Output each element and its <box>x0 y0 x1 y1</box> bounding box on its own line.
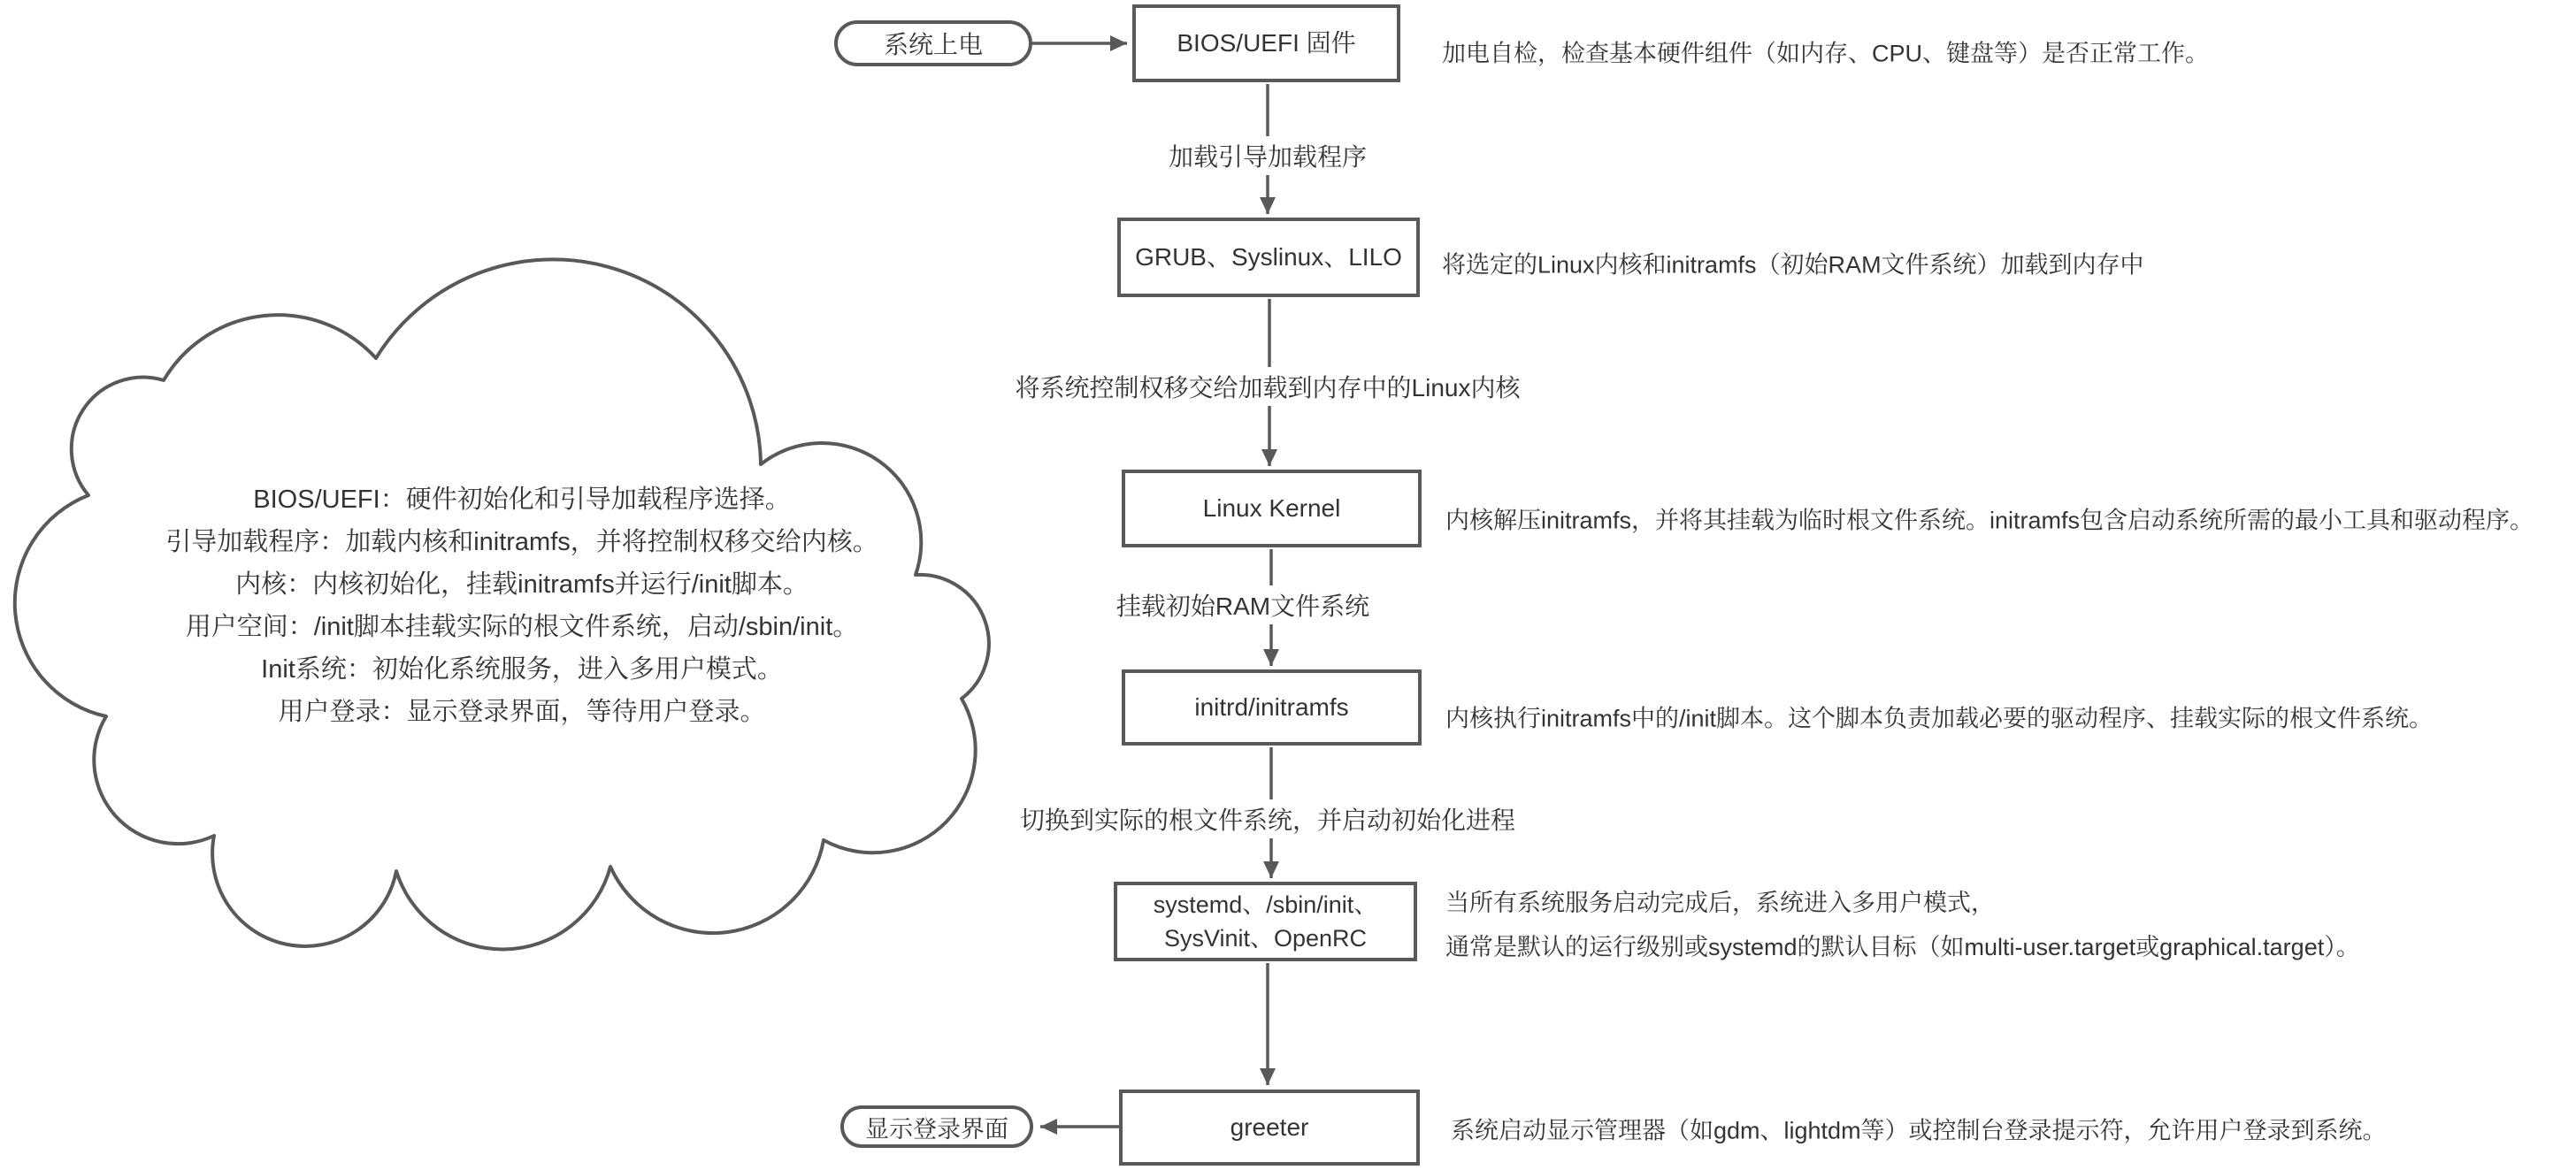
edge-label-load-bootloader: 加载引导加载程序 <box>1160 136 1376 175</box>
note-init-system-line1: 当所有系统服务启动完成后，系统进入多用户模式， <box>1445 890 1995 916</box>
node-kernel <box>1122 470 1422 547</box>
note-bios: 加电自检，检查基本硬件组件（如内存、CPU、键盘等）是否正常工作。 <box>1442 40 2210 67</box>
note-kernel: 内核解压initramfs，并将其挂载为临时根文件系统。initramfs包含启动系统所需的最小工具和驱动程序。 <box>1445 507 2534 534</box>
node-greeter-label: greeter <box>1230 1113 1309 1141</box>
start-terminal <box>834 20 1032 66</box>
node-bootloader <box>1117 218 1420 297</box>
node-bios-label: BIOS/UEFI 固件 <box>1177 29 1356 57</box>
edge-label-handoff-kernel: 将系统控制权移交给加载到内存中的Linux内核 <box>1007 367 1530 406</box>
end-terminal <box>840 1105 1033 1148</box>
node-kernel-label: Linux Kernel <box>1202 494 1341 522</box>
node-init-system <box>1114 882 1417 961</box>
note-bootloader: 将选定的Linux内核和initramfs（初始RAM文件系统）加载到内存中 <box>1442 251 2144 279</box>
edge-label-mount-ramfs: 挂载初始RAM文件系统 <box>1108 585 1378 624</box>
node-bios <box>1132 4 1400 82</box>
note-greeter: 系统启动显示管理器（如gdm、lightdm等）或控制台登录提示符，允许用户登录到系统。 <box>1451 1117 2387 1144</box>
node-bootloader-label: GRUB、Syslinux、LILO <box>1135 243 1402 271</box>
start-terminal-label: 系统上电 <box>883 31 983 58</box>
cloud-line: 用户空间：/init脚本挂载实际的根文件系统，启动/sbin/init。 <box>185 613 859 641</box>
cloud-line: Init系统：初始化系统服务，进入多用户模式。 <box>261 655 783 684</box>
node-init-system-label-line1: systemd、/sbin/init、 <box>1153 891 1378 918</box>
end-terminal-label: 显示登录界面 <box>865 1115 1008 1143</box>
note-init-system-line2: 通常是默认的运行级别或systemd的默认目标（如multi-user.target或graphical.target）。 <box>1445 934 2360 960</box>
cloud-line: 内核：内核初始化，挂载initramfs并运行/init脚本。 <box>235 570 809 599</box>
note-initrd: 内核执行initramfs中的/init脚本。这个脚本负责加载必要的驱动程序、挂载实际的根文件系统。 <box>1445 705 2434 732</box>
note-init-system <box>1445 881 2360 969</box>
node-init-system-label-line2: SysVinit、OpenRC <box>1163 925 1368 952</box>
cloud-line: 引导加载程序：加载内核和initramfs，并将控制权移交给内核。 <box>165 528 878 556</box>
edge-label-switch-root: 切换到实际的根文件系统，并启动初始化进程 <box>1011 799 1524 838</box>
node-initrd-label: initrd/initramfs <box>1194 693 1349 721</box>
cloud-line: 用户登录：显示登录界面，等待用户登录。 <box>278 698 766 726</box>
node-initrd <box>1122 669 1422 746</box>
node-greeter <box>1119 1090 1420 1166</box>
cloud-line: BIOS/UEFI：硬件初始化和引导加载程序选择。 <box>253 486 791 514</box>
